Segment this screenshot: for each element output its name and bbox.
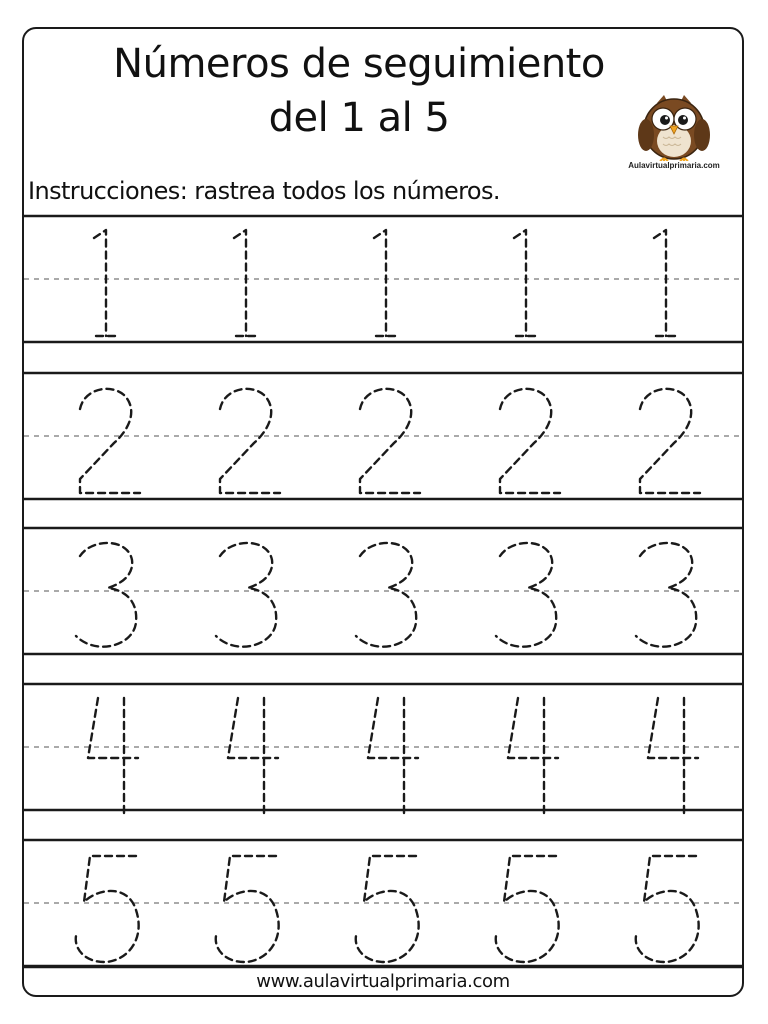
trace-digit-2 [640, 389, 700, 493]
trace-digit-2 [500, 389, 560, 493]
trace-digit-5 [356, 856, 419, 962]
trace-digit-2 [360, 389, 420, 493]
trace-digit-4 [228, 698, 278, 814]
trace-digit-1 [234, 230, 256, 336]
tracing-grid [24, 29, 742, 969]
title-line-2: del 1 al 5 [268, 95, 450, 141]
instructions-text: Instrucciones: rastrea todos los números. [28, 177, 500, 205]
trace-digit-4 [508, 698, 558, 814]
trace-digit-1 [514, 230, 536, 336]
trace-digit-5 [76, 856, 139, 962]
trace-digit-3 [76, 543, 136, 647]
trace-digit-1 [374, 230, 396, 336]
trace-digit-3 [216, 543, 276, 647]
trace-digit-1 [94, 230, 116, 336]
trace-digit-4 [88, 698, 138, 814]
trace-digit-3 [356, 543, 416, 647]
trace-digit-5 [496, 856, 559, 962]
trace-digit-3 [636, 543, 696, 647]
trace-digit-1 [654, 230, 676, 336]
trace-digit-3 [496, 543, 556, 647]
trace-digit-4 [648, 698, 698, 814]
footer-url: www.aulavirtualprimaria.com [256, 971, 510, 992]
trace-digit-4 [368, 698, 418, 814]
trace-digit-2 [80, 389, 140, 493]
title-line-1: Números de seguimiento [113, 41, 605, 87]
worksheet [22, 27, 744, 997]
logo-text: Aulavirtualprimaria.com [628, 161, 720, 170]
trace-digit-5 [216, 856, 279, 962]
trace-digit-2 [220, 389, 280, 493]
trace-digit-5 [636, 856, 699, 962]
